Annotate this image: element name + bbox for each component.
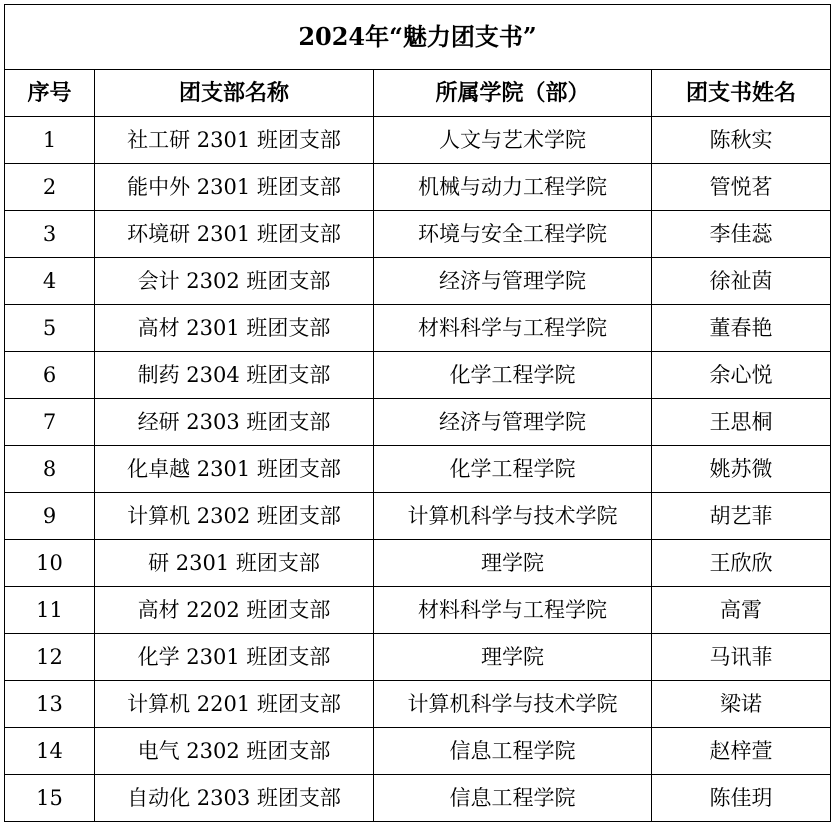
table-row [5,728,831,775]
cell-secretary-name: 马讯菲 [652,634,831,681]
cell-branch-name: 计算机 2201 班团支部 [95,681,374,728]
table-row [5,399,831,446]
cell-college: 信息工程学院 [374,728,652,775]
cell-index: 9 [5,493,95,540]
table-title: 2024年“魅力团支书” [5,5,831,70]
cell-college: 化学工程学院 [374,352,652,399]
column-header-secretary: 团支书姓名 [652,70,831,117]
cell-secretary-name: 余心悦 [652,352,831,399]
cell-college: 机械与动力工程学院 [374,164,652,211]
cell-college: 信息工程学院 [374,775,652,822]
cell-index: 3 [5,211,95,258]
cell-index: 4 [5,258,95,305]
cell-branch-name: 社工研 2301 班团支部 [95,117,374,164]
header-row [5,70,831,117]
award-table [4,4,831,822]
cell-branch-name: 自动化 2303 班团支部 [95,775,374,822]
table-row [5,540,831,587]
cell-index: 10 [5,540,95,587]
cell-index: 15 [5,775,95,822]
cell-index: 7 [5,399,95,446]
cell-college: 计算机科学与技术学院 [374,493,652,540]
cell-branch-name: 高材 2301 班团支部 [95,305,374,352]
table-body [5,5,831,822]
cell-branch-name: 经研 2303 班团支部 [95,399,374,446]
cell-secretary-name: 董春艳 [652,305,831,352]
cell-college: 经济与管理学院 [374,258,652,305]
cell-secretary-name: 陈秋实 [652,117,831,164]
cell-secretary-name: 徐祉茵 [652,258,831,305]
cell-branch-name: 电气 2302 班团支部 [95,728,374,775]
table-row [5,305,831,352]
cell-college: 材料科学与工程学院 [374,587,652,634]
cell-index: 13 [5,681,95,728]
cell-college: 计算机科学与技术学院 [374,681,652,728]
title-row [5,5,831,70]
cell-college: 材料科学与工程学院 [374,305,652,352]
cell-college: 理学院 [374,540,652,587]
column-header-college: 所属学院（部） [374,70,652,117]
cell-branch-name: 环境研 2301 班团支部 [95,211,374,258]
cell-branch-name: 高材 2202 班团支部 [95,587,374,634]
cell-branch-name: 化学 2301 班团支部 [95,634,374,681]
cell-index: 6 [5,352,95,399]
cell-secretary-name: 王思桐 [652,399,831,446]
cell-branch-name: 会计 2302 班团支部 [95,258,374,305]
cell-branch-name: 化卓越 2301 班团支部 [95,446,374,493]
cell-index: 8 [5,446,95,493]
cell-college: 化学工程学院 [374,446,652,493]
table-row [5,681,831,728]
table-row [5,352,831,399]
table-row [5,117,831,164]
cell-college: 理学院 [374,634,652,681]
cell-college: 经济与管理学院 [374,399,652,446]
table-row [5,258,831,305]
table-row [5,493,831,540]
column-header-branch: 团支部名称 [95,70,374,117]
cell-secretary-name: 姚苏微 [652,446,831,493]
cell-index: 5 [5,305,95,352]
table-row [5,634,831,681]
cell-branch-name: 计算机 2302 班团支部 [95,493,374,540]
cell-index: 1 [5,117,95,164]
cell-index: 14 [5,728,95,775]
table-row [5,164,831,211]
cell-branch-name: 能中外 2301 班团支部 [95,164,374,211]
cell-branch-name: 研 2301 班团支部 [95,540,374,587]
cell-secretary-name: 高霄 [652,587,831,634]
cell-secretary-name: 王欣欣 [652,540,831,587]
table-row [5,775,831,822]
cell-branch-name: 制药 2304 班团支部 [95,352,374,399]
cell-secretary-name: 赵梓萱 [652,728,831,775]
cell-index: 2 [5,164,95,211]
table-row [5,446,831,493]
cell-secretary-name: 管悦茗 [652,164,831,211]
table-row [5,211,831,258]
cell-secretary-name: 胡艺菲 [652,493,831,540]
table-row [5,587,831,634]
cell-secretary-name: 梁诺 [652,681,831,728]
cell-secretary-name: 陈佳玥 [652,775,831,822]
cell-college: 人文与艺术学院 [374,117,652,164]
column-header-index: 序号 [5,70,95,117]
cell-index: 12 [5,634,95,681]
cell-college: 环境与安全工程学院 [374,211,652,258]
cell-index: 11 [5,587,95,634]
cell-secretary-name: 李佳蕊 [652,211,831,258]
